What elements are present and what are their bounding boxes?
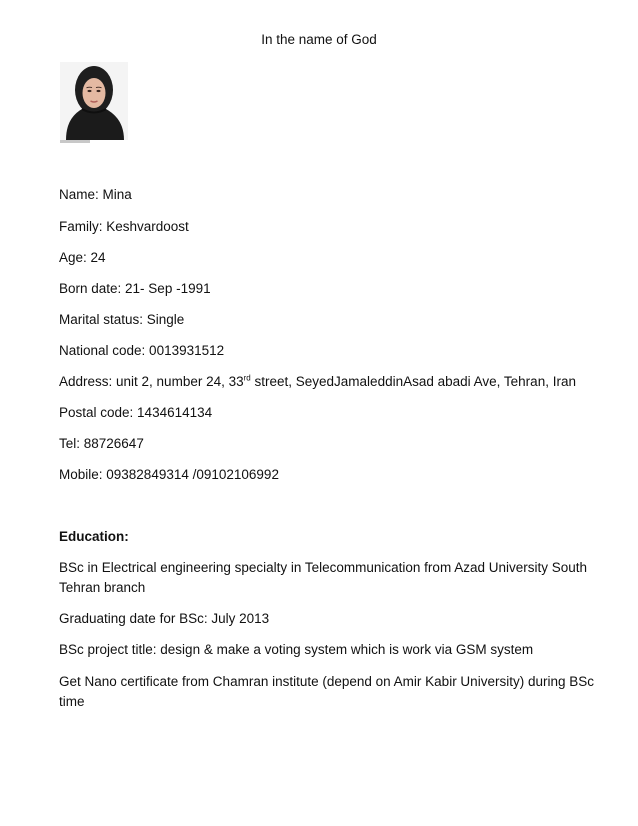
education-heading: Education: [59,529,129,544]
education-degree: BSc in Electrical engineering specialty in Telecommunication from Azad University South Tehran branch [59,560,588,595]
mobile-field: Mobile: 09382849314 /09102106992 [59,467,279,482]
national-code-field: National code: 0013931512 [59,343,225,358]
name-field: Name: Mina [59,187,132,202]
born-date-field: Born date: 21- Sep -1991 [59,281,211,296]
page-title: In the name of God [261,32,377,47]
age-field: Age: 24 [59,250,106,265]
education-graduation: Graduating date for BSc: July 2013 [59,611,270,626]
family-field: Family: Keshvardoost [59,219,189,234]
portrait-photo [60,62,128,140]
education-project: BSc project title: design & make a voting system which is work via GSM system [59,642,534,657]
postal-code-field: Postal code: 1434614134 [59,405,213,420]
address-field [59,374,576,389]
address-prefix: Address: unit 2, number 24, 33 [59,374,244,389]
education-certificate: Get Nano certificate from Chamran institute (depend on Amir Kabir University) during BSc time [59,674,594,709]
address-ordinal: rd [243,373,251,383]
tel-field: Tel: 88726647 [59,436,144,451]
photo-caption-mark [60,140,90,143]
marital-status-field: Marital status: Single [59,312,185,327]
address-suffix: street, SeyedJamaleddinAsad abadi Ave, Tehran, Iran [250,374,576,389]
